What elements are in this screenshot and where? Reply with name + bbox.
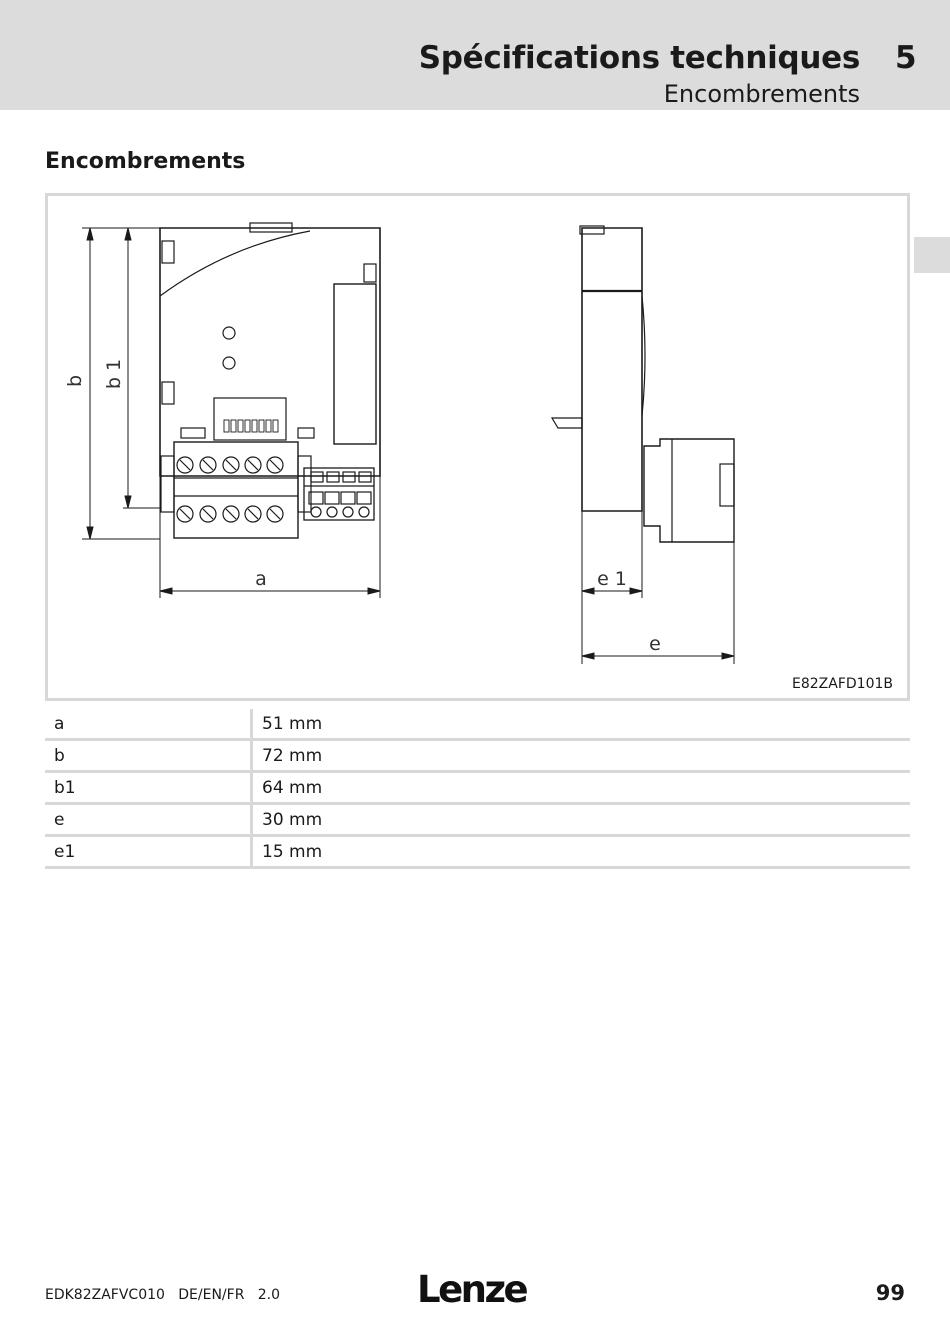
dim-label-b: b — [64, 374, 86, 388]
chapter-subtitle: Encombrements — [663, 80, 860, 108]
dim-key: b1 — [45, 772, 252, 804]
lenze-logo: Lenze — [417, 1268, 527, 1311]
dim-label-b1: b 1 — [103, 358, 125, 390]
dim-value: 30 mm — [252, 804, 911, 836]
side-view — [552, 226, 734, 542]
dim-key: a — [45, 709, 252, 740]
table-row — [45, 772, 910, 804]
front-view — [160, 223, 380, 538]
dim-value: 15 mm — [252, 836, 911, 868]
lower-screw-row — [177, 506, 283, 522]
dimension-drawing — [45, 193, 910, 701]
dim-label-a: a — [255, 568, 267, 590]
dimension-drawing-svg — [48, 196, 907, 698]
upper-screw-row — [177, 457, 283, 473]
document-reference: EDK82ZAFVC010 DE/EN/FR 2.0 — [45, 1287, 281, 1303]
figure-id: E82ZAFD101B — [792, 676, 893, 692]
chapter-side-tab — [914, 237, 950, 273]
section-title: Encombrements — [45, 149, 246, 174]
chapter-title: Spécifications techniques — [418, 40, 860, 76]
dim-value: 51 mm — [252, 709, 911, 740]
dim-key: e1 — [45, 836, 252, 868]
dimensions-table — [45, 709, 910, 869]
dim-key: e — [45, 804, 252, 836]
dim-label-e1: e 1 — [597, 568, 627, 590]
chapter-number: 5 — [895, 40, 917, 76]
dim-key: b — [45, 740, 252, 772]
dim-value: 64 mm — [252, 772, 911, 804]
table-row — [45, 804, 910, 836]
table-row — [45, 740, 910, 772]
dim-label-e: e — [649, 633, 661, 655]
page-number: 99 — [875, 1281, 905, 1305]
table-row — [45, 709, 910, 740]
dim-value: 72 mm — [252, 740, 911, 772]
table-row — [45, 836, 910, 868]
